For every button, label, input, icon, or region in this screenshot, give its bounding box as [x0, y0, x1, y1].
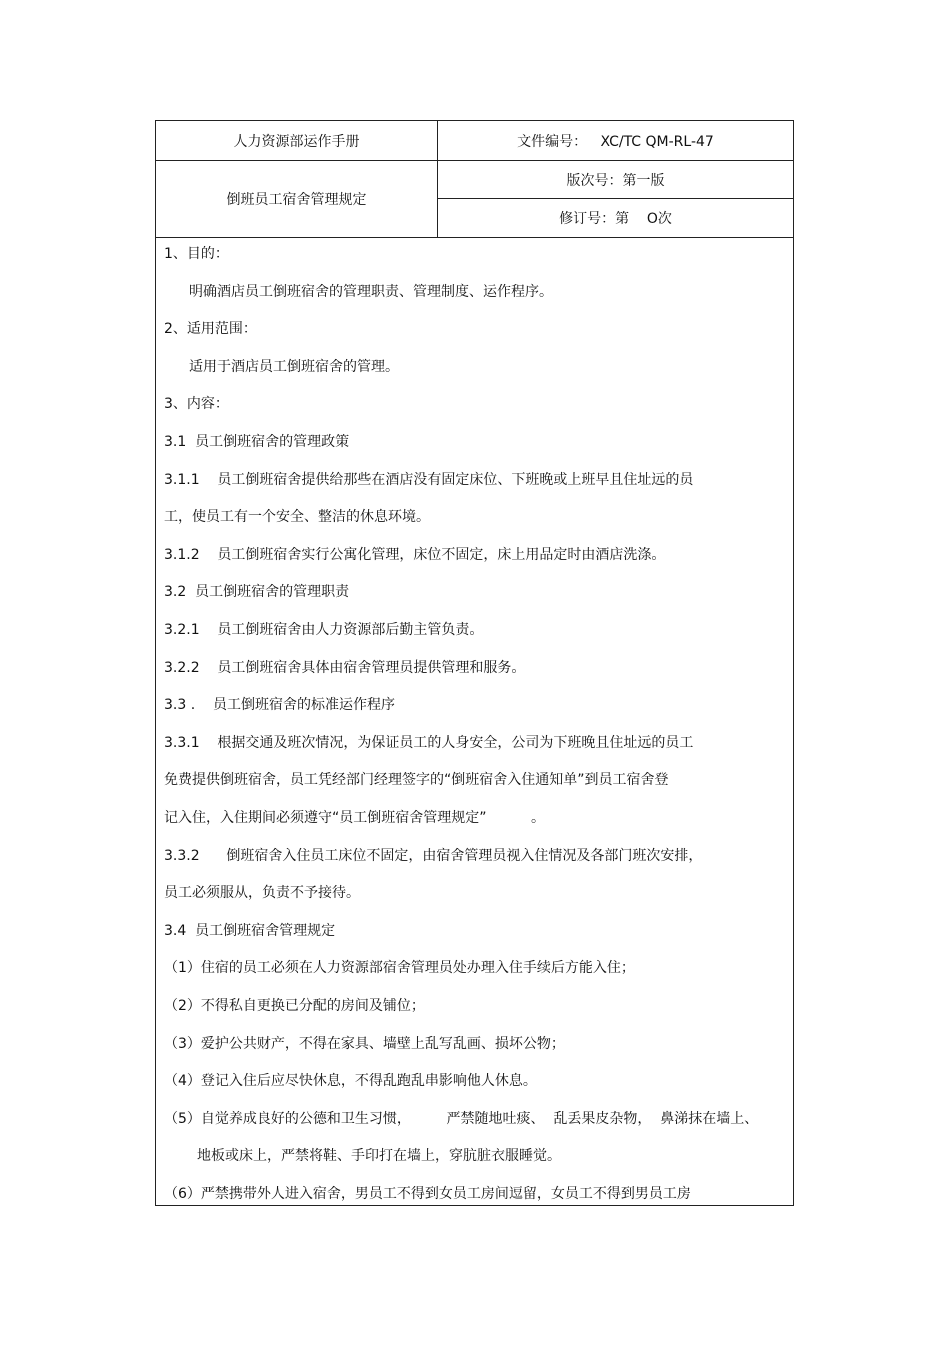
body-line: （6）严禁携带外人进入宿舍，男员工不得到女员工房间逗留，女员工不得到男员工房: [164, 1186, 691, 1202]
body-line: 员工必须服从，负责不予接待。: [164, 885, 360, 902]
body-line: 3.2.1 员工倒班宿舍由人力资源部后勤主管负责。: [164, 622, 484, 638]
body-line: 记入住，入住期间必须遵守“员工倒班宿舍管理规定” 。: [164, 810, 546, 826]
body-line: 地板或床上，严禁将鞋、手印打在墙上，穿肮脏衣服睡觉。: [197, 1148, 561, 1165]
body-line: 明确酒店员工倒班宿舍的管理职责、管理制度、运作程序。: [189, 283, 553, 300]
body-line: 3.1.1 员工倒班宿舍提供给那些在酒店没有固定床位、下班晚或上班早且住址远的员: [164, 471, 694, 488]
body-line: 工，使员工有一个安全、整洁的休息环境。: [164, 509, 430, 526]
body-line: 3.3.1 根据交通及班次情况，为保证员工的人身安全，公司为下班晚且住址远的员工: [164, 734, 694, 751]
version-number: 版次号：第一版: [566, 172, 665, 189]
document-frame: [155, 120, 794, 1206]
body-line: 3.1.2 员工倒班宿舍实行公寓化管理，床位不固定，床上用品定时由酒店洗涤。: [164, 546, 666, 563]
body-line: 3、内容：: [164, 396, 229, 413]
manual-title: 人力资源部运作手册: [233, 133, 360, 150]
body-line: 3.3.2 倒班宿舍入住员工床位不固定，由宿舍管理员视入住情况及各部门班次安排，: [164, 847, 703, 864]
body-line: 3.3 . 员工倒班宿舍的标准运作程序: [164, 697, 395, 714]
body-line: 适用于酒店员工倒班宿舍的管理。: [189, 358, 399, 375]
body-line: （4）登记入住后应尽快休息，不得乱跑乱串影响他人休息。: [164, 1073, 537, 1090]
document-number: 文件编号： XC/TC QM-RL-47: [517, 133, 714, 150]
body-line: 2、适用范围：: [164, 321, 257, 338]
body-line: （1）住宿的员工必须在人力资源部宿舍管理员处办理入住手续后方能入住；: [164, 960, 635, 977]
body-line: 3.2.2 员工倒班宿舍具体由宿舍管理员提供管理和服务。: [164, 659, 526, 676]
body-line: 3.1 员工倒班宿舍的管理政策: [164, 434, 350, 450]
body-line: 免费提供倒班宿舍，员工凭经部门经理签字的“倒班宿舍入住通知单”到员工宿舍登: [164, 772, 669, 789]
body-line: 3.4 员工倒班宿舍管理规定: [164, 922, 336, 939]
body-line: （3）爱护公共财产，不得在家具、墙壁上乱写乱画、损坏公物；: [164, 1035, 565, 1052]
body-line: 1、目的：: [164, 246, 229, 262]
body-line: 3.2 员工倒班宿舍的管理职责: [164, 584, 350, 601]
body-line: （2）不得私自更换已分配的房间及铺位；: [164, 998, 425, 1014]
revision-number: 修订号：第 O次: [559, 211, 672, 227]
document-body: [156, 121, 793, 1205]
body-line: （5）自觉养成良好的公德和卫生习惯， 严禁随地吐痰、 乱丢果皮杂物， 鼻涕抹在墙上、: [164, 1110, 759, 1127]
regulation-title: 倒班员工宿舍管理规定: [226, 192, 367, 208]
